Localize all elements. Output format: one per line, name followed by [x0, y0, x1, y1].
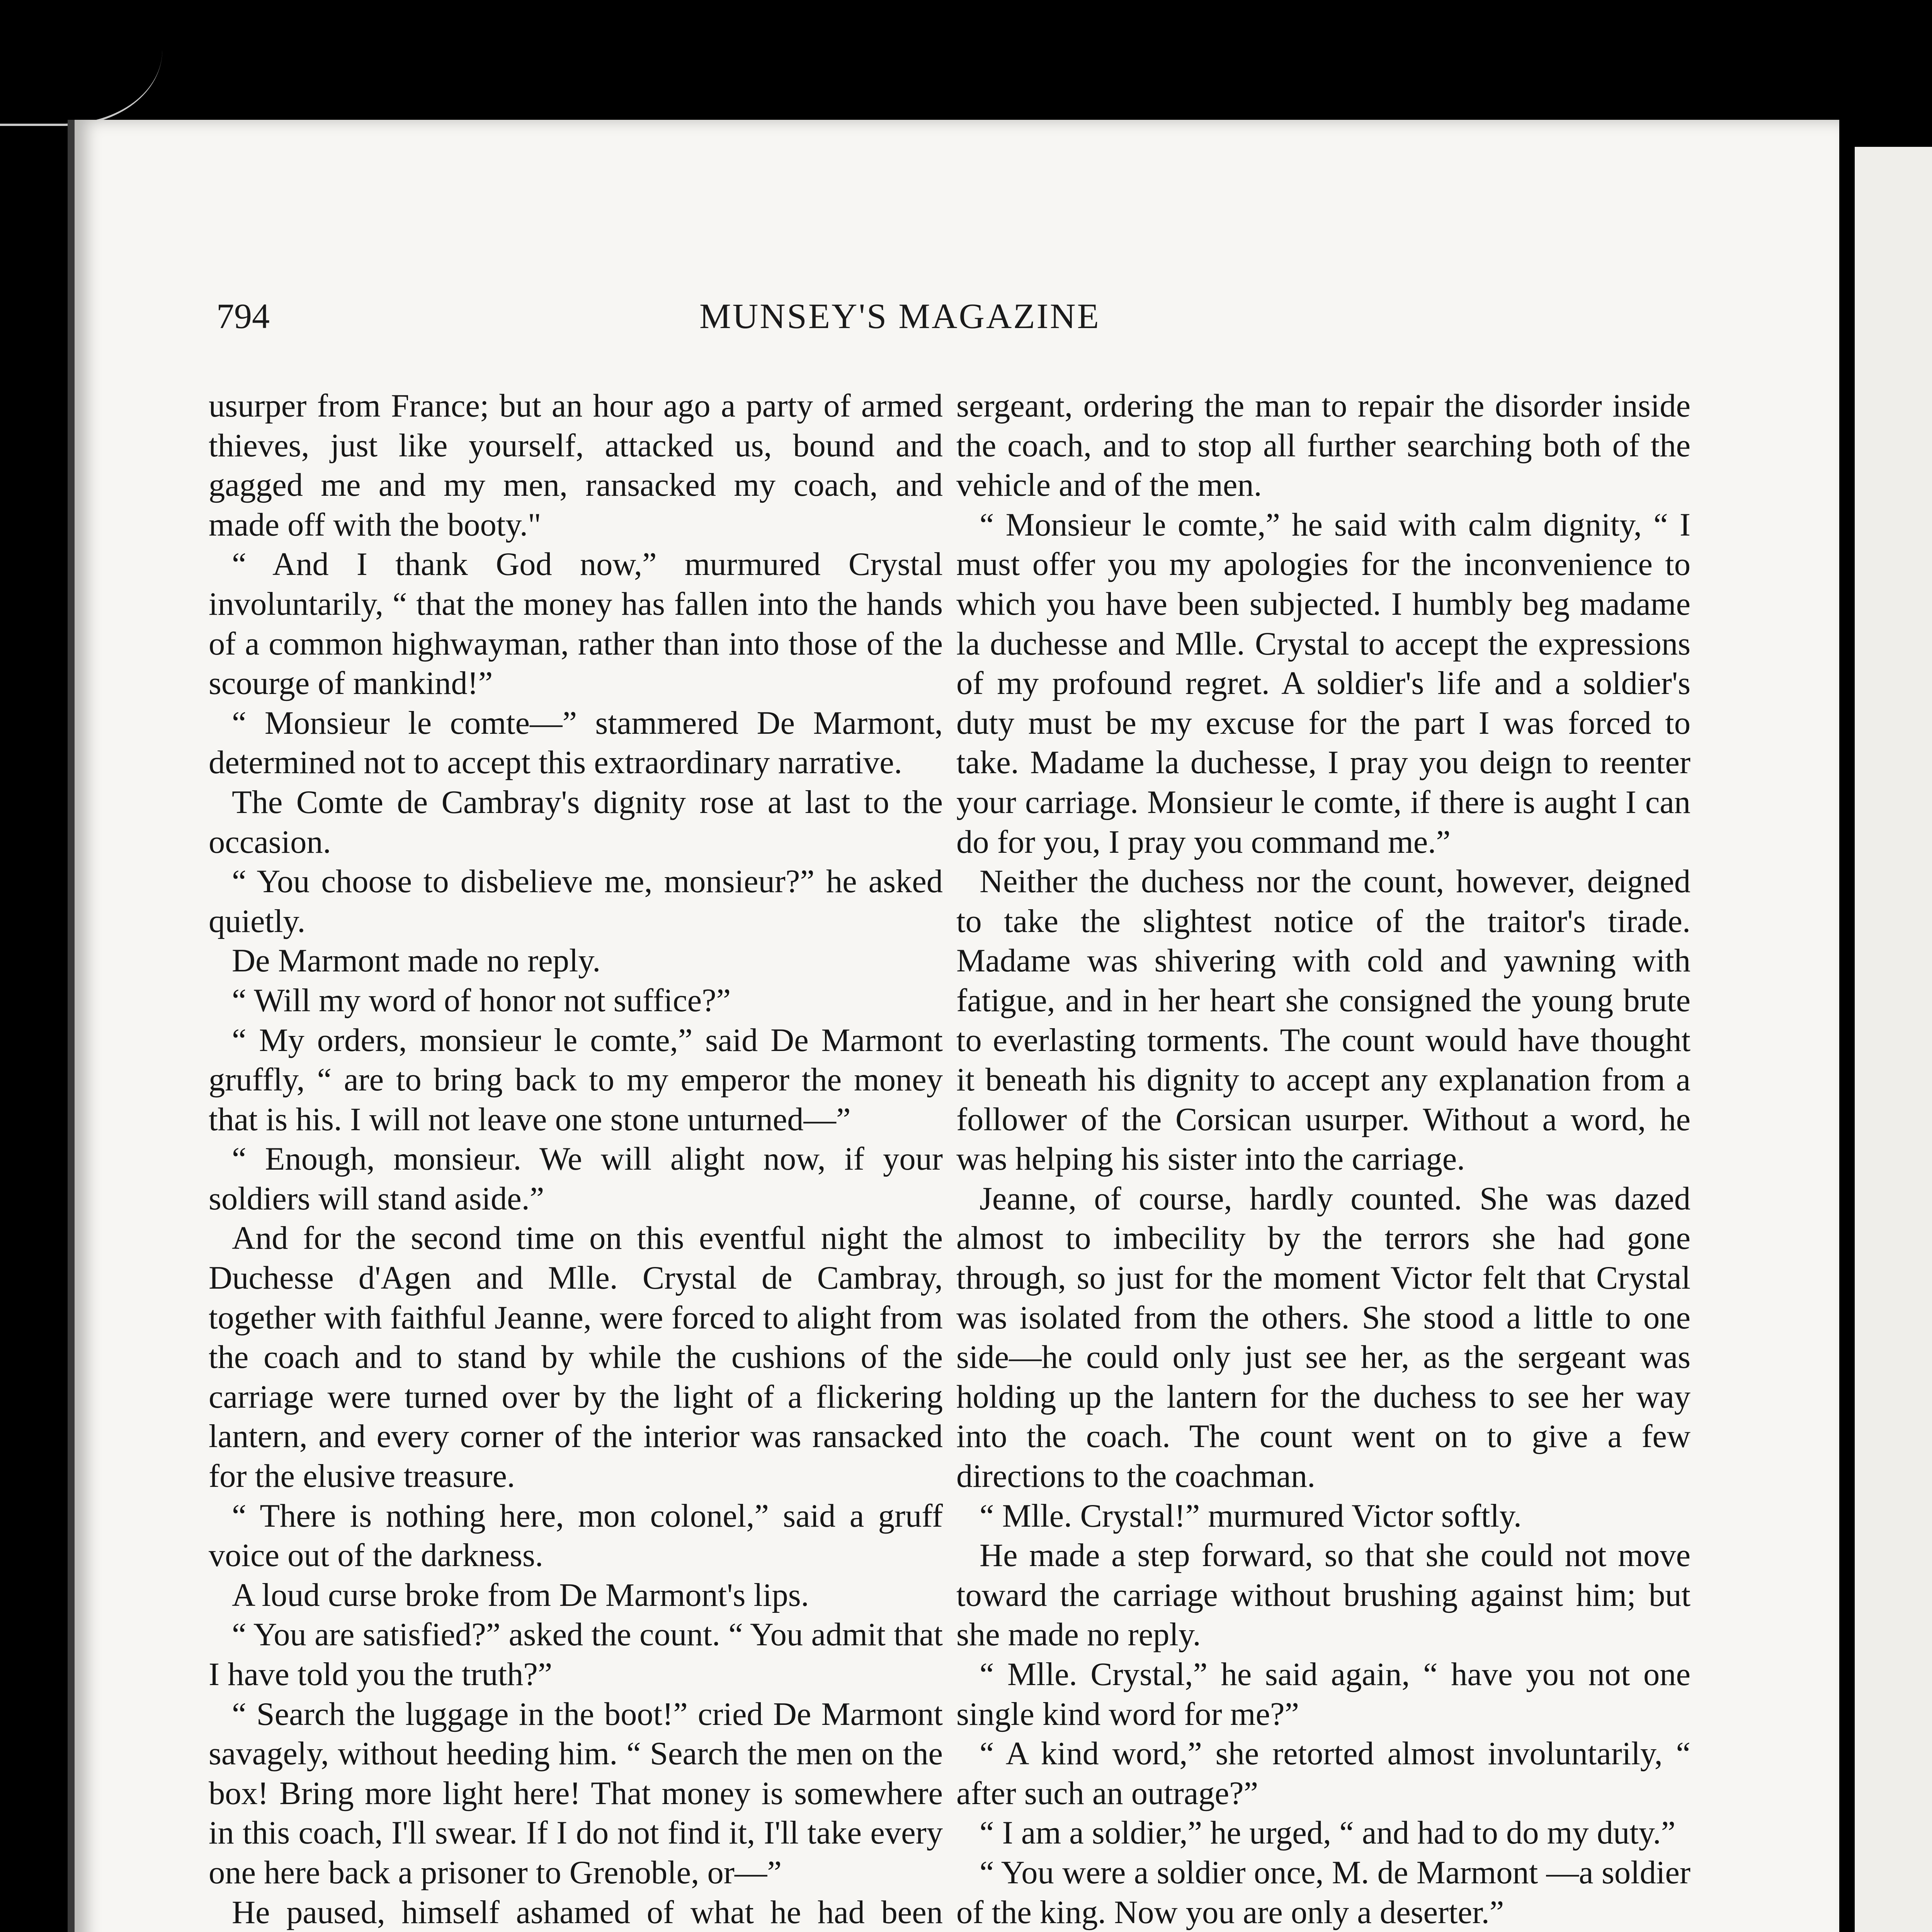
paragraph: A loud curse broke from De Marmont's lips.	[232, 1577, 809, 1613]
paragraph: “ Search the luggage in the boot!” cried De Marmont savagely, without heeding him. “ Search the men on the box! Bring more light here! That money is somewhere in this coach, I'll swear. If I do not find it, I'll take every one here back a prisoner to Grenoble, or—”	[209, 1696, 943, 1891]
paragraph: “ Enough, monsieur. We will alight now, if your soldiers will stand aside.”	[209, 1141, 943, 1217]
page-curl-edge	[0, 0, 162, 126]
paragraph: Jeanne, of course, hardly counted. She was dazed almost to imbecility by the terrors she had gone through, so just for the moment Victor felt that Crystal was isolated from the others. She stood a little to one side—he could only just see her, as the sergeant was holding up the lantern for the duchess to see her way into the coach. The count went on to give a few directions to the coachman.	[956, 1180, 1690, 1495]
paragraph: The Comte de Cambray's dignity rose at last to the occasion.	[209, 784, 943, 860]
paragraph: “ Mlle. Crystal!” murmured Victor softly.	[980, 1498, 1522, 1534]
paragraph: He made a step forward, so that she could not move toward the carriage without brushing against him; but she made no reply.	[956, 1537, 1690, 1653]
paragraph: “ You are satisfied?” asked the count. “ You admit that I have told you the truth?”	[209, 1617, 943, 1692]
paragraph: “ There is nothing here, mon colonel,” said a gruff voice out of the darkness.	[209, 1498, 943, 1574]
paragraph: “ You were a soldier once, M. de Marmont —a soldier of the king. Now you are only a deserter.”	[956, 1854, 1690, 1930]
paragraph: “ Monsieur le comte,” he said with calm dignity, “ I must offer you my apologies for the inconvenience to which you have been subjected. I humbly beg madame la duchesse and Mlle. Crystal to accept the expressions of my profound regret. A soldier's life and a soldier's duty must be my excuse for the part I was forced to take. Madame la duchesse, I pray you deign to reenter your carriage. Monsieur le comte, if there is aught I can do for you, I pray you command me.”	[956, 507, 1690, 860]
paragraph: “ You choose to disbelieve me, monsieur?” he asked quietly.	[209, 864, 943, 939]
paragraph: “ Mlle. Crystal,” he said again, “ have you not one single kind word for me?”	[956, 1656, 1690, 1732]
paragraph: De Marmont made no reply.	[232, 943, 601, 979]
paragraph: sergeant, ordering the man to repair the disorder inside the coach, and to stop all further searching both of the vehicle and of the men.	[956, 388, 1690, 503]
paragraph: And for the second time on this eventful night the Duchesse d'Agen and Mlle. Crystal de Cambray, together with faithful Jeanne, were forced to alight from the coach and to stand by while the cushions of the carriage were turned over by the light of a flickering lantern, and every corner of the interior was ransacked for the elusive treasure.	[209, 1220, 943, 1495]
paragraph: “ And I thank God now,” murmured Crystal involuntarily, “ that the money has fallen into the hands of a common highwayman, rather than into those of the scourge of mankind!”	[209, 546, 943, 702]
right-text-column	[956, 386, 1690, 1932]
paragraph: Neither the duchess nor the count, however, deigned to take the slightest notice of the traitor's tirade. Madame was shivering with cold and yawning with fatigue, and in her heart she consigned the young brute to everlasting torments. The count would have thought it beneath his dignity to accept any explanation from a follower of the Corsican usurper. Without a word, he was helping his sister into the carriage.	[956, 864, 1690, 1177]
paragraph: “ Monsieur le comte—” stammered De Marmont, determined not to accept this extraordinary narrative.	[209, 705, 943, 781]
paragraph: usurper from France; but an hour ago a party of armed thieves, just like yourself, attacked us, bound and gagged me and my men, ransacked my coach, and made off with the booty."	[209, 388, 943, 543]
paragraph: He paused, himself ashamed of what he had been	[232, 1894, 943, 1930]
paragraph: “ My orders, monsieur le comte,” said De Marmont gruffly, “ are to bring back to my emperor the money that is his. I will not leave one stone unturned—”	[209, 1022, 943, 1138]
magazine-title: MUNSEY'S MAGAZINE	[699, 296, 1100, 336]
facing-page-edge	[1855, 147, 1932, 1932]
running-header	[147, 296, 1182, 346]
left-text-column	[209, 386, 943, 1932]
page-number: 794	[216, 296, 270, 336]
paragraph: “ A kind word,” she retorted almost involuntarily, “ after such an outrage?”	[956, 1736, 1690, 1811]
paragraph: “ I am a soldier,” he urged, “ and had to do my duty.”	[980, 1815, 1676, 1851]
paragraph: “ Will my word of honor not suffice?”	[232, 982, 731, 1019]
